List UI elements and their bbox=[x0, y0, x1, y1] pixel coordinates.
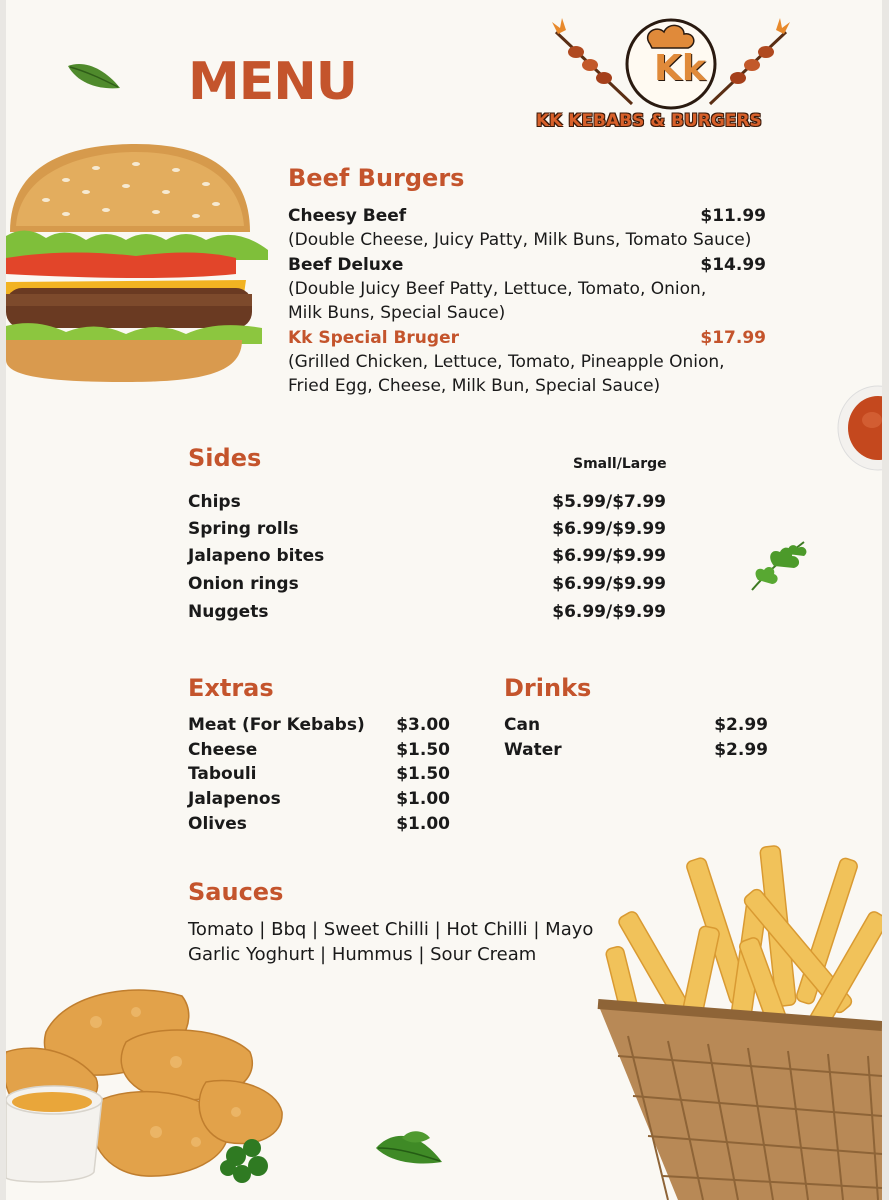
extras-title: Extras bbox=[188, 674, 274, 702]
menu-item-description: (Double Juicy Beef Patty, Lettuce, Tomato, Onion, bbox=[288, 279, 707, 299]
menu-item-price: $14.99 bbox=[700, 255, 766, 275]
menu-item-name: Spring rolls bbox=[188, 519, 299, 539]
parsley-leaf-icon bbox=[744, 536, 810, 594]
menu-item-name: Olives bbox=[188, 814, 247, 834]
sauces-line: Tomato | Bbq | Sweet Chilli | Hot Chilli | Mayo bbox=[188, 919, 594, 940]
beef-burgers-title: Beef Burgers bbox=[288, 164, 465, 192]
menu-item-name: Kk Special Bruger bbox=[288, 328, 459, 348]
drinks-title: Drinks bbox=[504, 674, 592, 702]
basil-leaf-icon bbox=[64, 58, 124, 94]
menu-item-price: $1.00 bbox=[396, 789, 450, 809]
sauces-title: Sauces bbox=[188, 878, 284, 906]
menu-item-price: $6.99/$9.99 bbox=[552, 519, 666, 539]
menu-title: MENU bbox=[188, 52, 358, 112]
menu-item-name: Cheese bbox=[188, 740, 258, 760]
menu-item-name: Tabouli bbox=[188, 764, 257, 784]
menu-item-name: Nuggets bbox=[188, 602, 269, 622]
menu-item-price: $2.99 bbox=[714, 740, 768, 760]
sauces-line: Garlic Yoghurt | Hummus | Sour Cream bbox=[188, 944, 537, 965]
menu-page bbox=[6, 0, 882, 1200]
logo-monogram: Kk bbox=[654, 48, 706, 89]
menu-item-name: Meat (For Kebabs) bbox=[188, 715, 365, 735]
menu-item-name: Onion rings bbox=[188, 574, 299, 594]
fries-basket-image bbox=[588, 836, 882, 1200]
sides-title: Sides bbox=[188, 444, 262, 472]
menu-item-price: $2.99 bbox=[714, 715, 768, 735]
menu-item-price: $1.50 bbox=[396, 764, 450, 784]
burger-image bbox=[6, 140, 276, 386]
menu-item-price: $6.99/$9.99 bbox=[552, 546, 666, 566]
menu-item-name: Jalapenos bbox=[188, 789, 281, 809]
nuggets-image bbox=[6, 972, 292, 1200]
menu-item-name: Can bbox=[504, 715, 541, 735]
menu-item-description: Fried Egg, Cheese, Milk Bun, Special Sauce) bbox=[288, 376, 661, 396]
logo-text: KK KEBABS & BURGERS bbox=[536, 111, 762, 131]
menu-item-name: Water bbox=[504, 740, 562, 760]
basil-leaf-icon bbox=[372, 1126, 446, 1168]
menu-item-name: Beef Deluxe bbox=[288, 255, 404, 275]
menu-item-price: $6.99/$9.99 bbox=[552, 574, 666, 594]
menu-item-price: $5.99/$7.99 bbox=[552, 492, 666, 512]
menu-item-description: (Grilled Chicken, Lettuce, Tomato, Pineapple Onion, bbox=[288, 352, 725, 372]
menu-item-description: (Double Cheese, Juicy Patty, Milk Buns, Tomato Sauce) bbox=[288, 230, 752, 250]
sauce-bowl-image bbox=[836, 384, 882, 474]
menu-item-price: $17.99 bbox=[700, 328, 766, 348]
menu-item-name: Chips bbox=[188, 492, 241, 512]
menu-item-price: $1.50 bbox=[396, 740, 450, 760]
menu-item-price: $1.00 bbox=[396, 814, 450, 834]
size-note: Small/Large bbox=[573, 456, 667, 472]
menu-item-name: Cheesy Beef bbox=[288, 206, 407, 226]
menu-item-name: Jalapeno bites bbox=[188, 546, 325, 566]
menu-item-price: $3.00 bbox=[396, 715, 450, 735]
menu-item-price: $6.99/$9.99 bbox=[552, 602, 666, 622]
menu-item-description: Milk Buns, Special Sauce) bbox=[288, 303, 506, 323]
menu-item-price: $11.99 bbox=[700, 206, 766, 226]
